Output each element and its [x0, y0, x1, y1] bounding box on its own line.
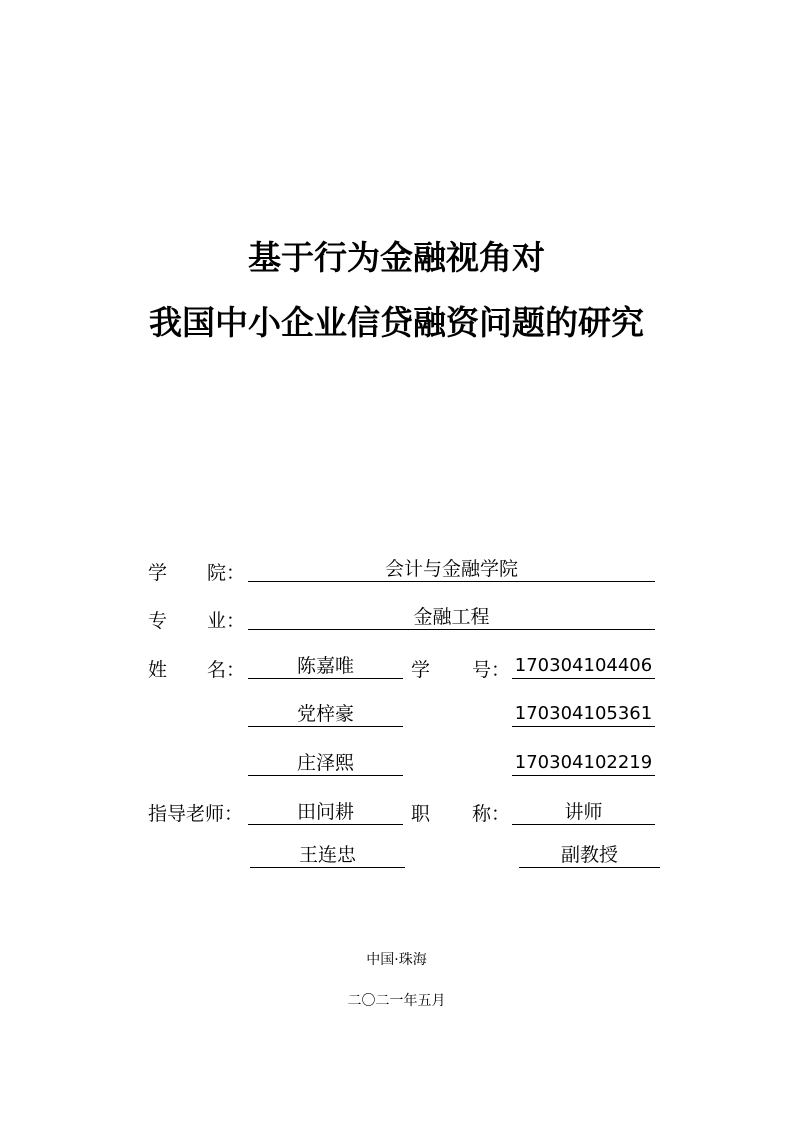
student-id-2: 170304105361 — [512, 702, 655, 727]
advisor-title-2: 副教授 — [519, 843, 660, 868]
student-id-1: 170304104406 — [512, 654, 655, 679]
advisor-label: 指导老师： — [148, 803, 244, 825]
advisor-name-2: 王连忠 — [250, 843, 405, 868]
college-label-b: 院： — [207, 562, 246, 584]
student-name-2: 党梓豪 — [248, 702, 403, 727]
name-label-a: 姓 — [148, 659, 168, 681]
title-line-1: 基于行为金融视角对 — [248, 238, 545, 277]
major-label-a: 专 — [148, 610, 168, 632]
rank-label-b: 称： — [472, 803, 511, 825]
advisor-name-1: 田问耕 — [248, 800, 403, 825]
major-value: 金融工程 — [248, 605, 655, 630]
student-name-1: 陈嘉唯 — [248, 654, 403, 679]
college-label-a: 学 — [148, 562, 168, 584]
footer-date: 二〇二一年五月 — [347, 993, 446, 1009]
college-value: 会计与金融学院 — [248, 557, 655, 582]
title-line-2: 我国中小企业信贷融资问题的研究 — [149, 303, 644, 342]
footer-place: 中国·珠海 — [366, 952, 427, 968]
advisor-title-1: 讲师 — [512, 800, 655, 825]
student-id-label-b: 号： — [472, 659, 511, 681]
name-label-b: 名： — [207, 659, 246, 681]
student-id-3: 170304102219 — [512, 751, 655, 776]
student-id-label-a: 学 — [411, 659, 431, 681]
rank-label-a: 职 — [411, 803, 431, 825]
major-label-b: 业： — [207, 610, 246, 632]
student-name-3: 庄泽熙 — [248, 751, 403, 776]
